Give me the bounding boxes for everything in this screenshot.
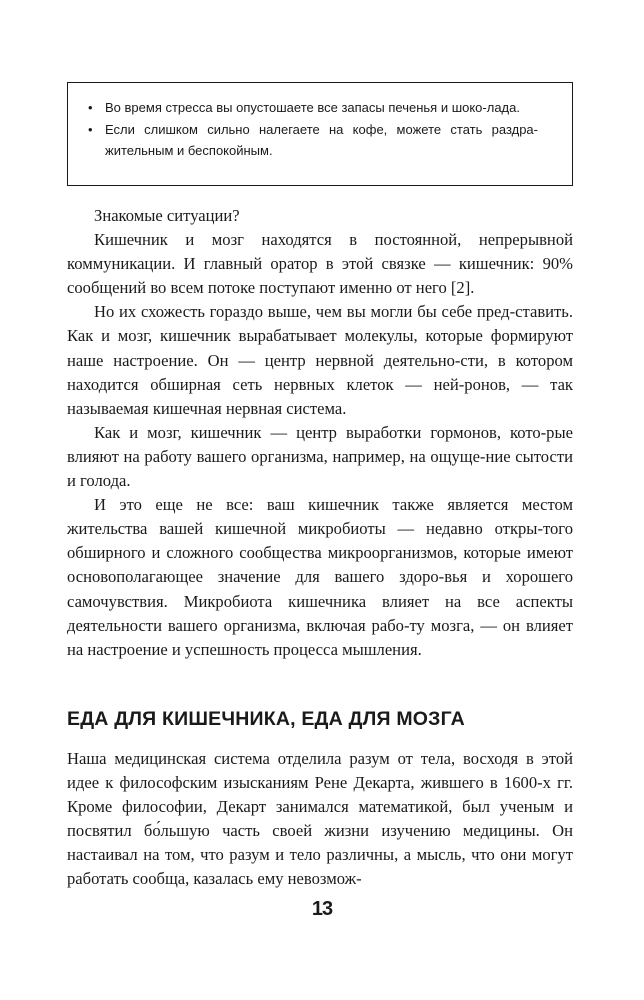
tip-item: • Во время стресса вы опустошаете все запасы печенья и шоко-лада. [88, 97, 538, 119]
tip-list [88, 97, 538, 162]
body-text [67, 204, 573, 662]
paragraph: Наша медицинская система отделила разум от тела, восходя в этой идее к философским изысканиям Рене Декарта, жившего в 1600-х гг. Кроме философии, Декарт занимался математикой, был ученым и посвятил бо́льшую часть своей жизни изучению медицины. Он настаивал на том, что разум и тело различны, а мысль, что они могут работать сообща, казалась ему невозмож- [67, 749, 573, 889]
section-text [67, 747, 573, 892]
tip-box [67, 82, 573, 186]
paragraph: Но их схожесть гораздо выше, чем вы могли бы себе пред-ставить. Как и мозг, кишечник вырабатывает молекулы, которые формируют наше настроение. Он — центр нервной деятельно-сти, в котором находится обширная сеть нервных клеток — ней-ронов, — так называемая кишечная нервная система. [67, 302, 573, 418]
page-number: 13 [311, 898, 333, 920]
paragraph: Как и мозг, кишечник — центр выработки гормонов, кото-рые влияют на работу вашего организма, например, на ощуще-ние сытости и голода. [67, 422, 573, 491]
paragraph: Знакомые ситуации? [94, 206, 240, 225]
section-heading: ЕДА ДЛЯ КИШЕЧНИКА, ЕДА ДЛЯ МОЗГА [67, 708, 465, 730]
paragraph: И это еще не все: ваш кишечник также является местом жительства вашей кишечной микробиоты — недавно откры-того обширного и сложного сообщества микроорганизмов, которые имеют основополагающее значение для вашего здоро-вья и хорошего самочувствия. Микробиота кишечника влияет на все аспекты деятельности вашего организма, включая рабо-ту мозга, — он влияет на настроение и успешность процесса мышления. [67, 495, 573, 659]
paragraph: Кишечник и мозг находятся в постоянной, непрерывной коммуникации. И главный оратор в этой связке — кишечник: 90% сообщений во всем потоке поступают именно от него [2]. [67, 230, 573, 298]
tip-item: • Если слишком сильно налегаете на кофе, можете стать раздра-жительным и беспокойным. [88, 119, 538, 162]
